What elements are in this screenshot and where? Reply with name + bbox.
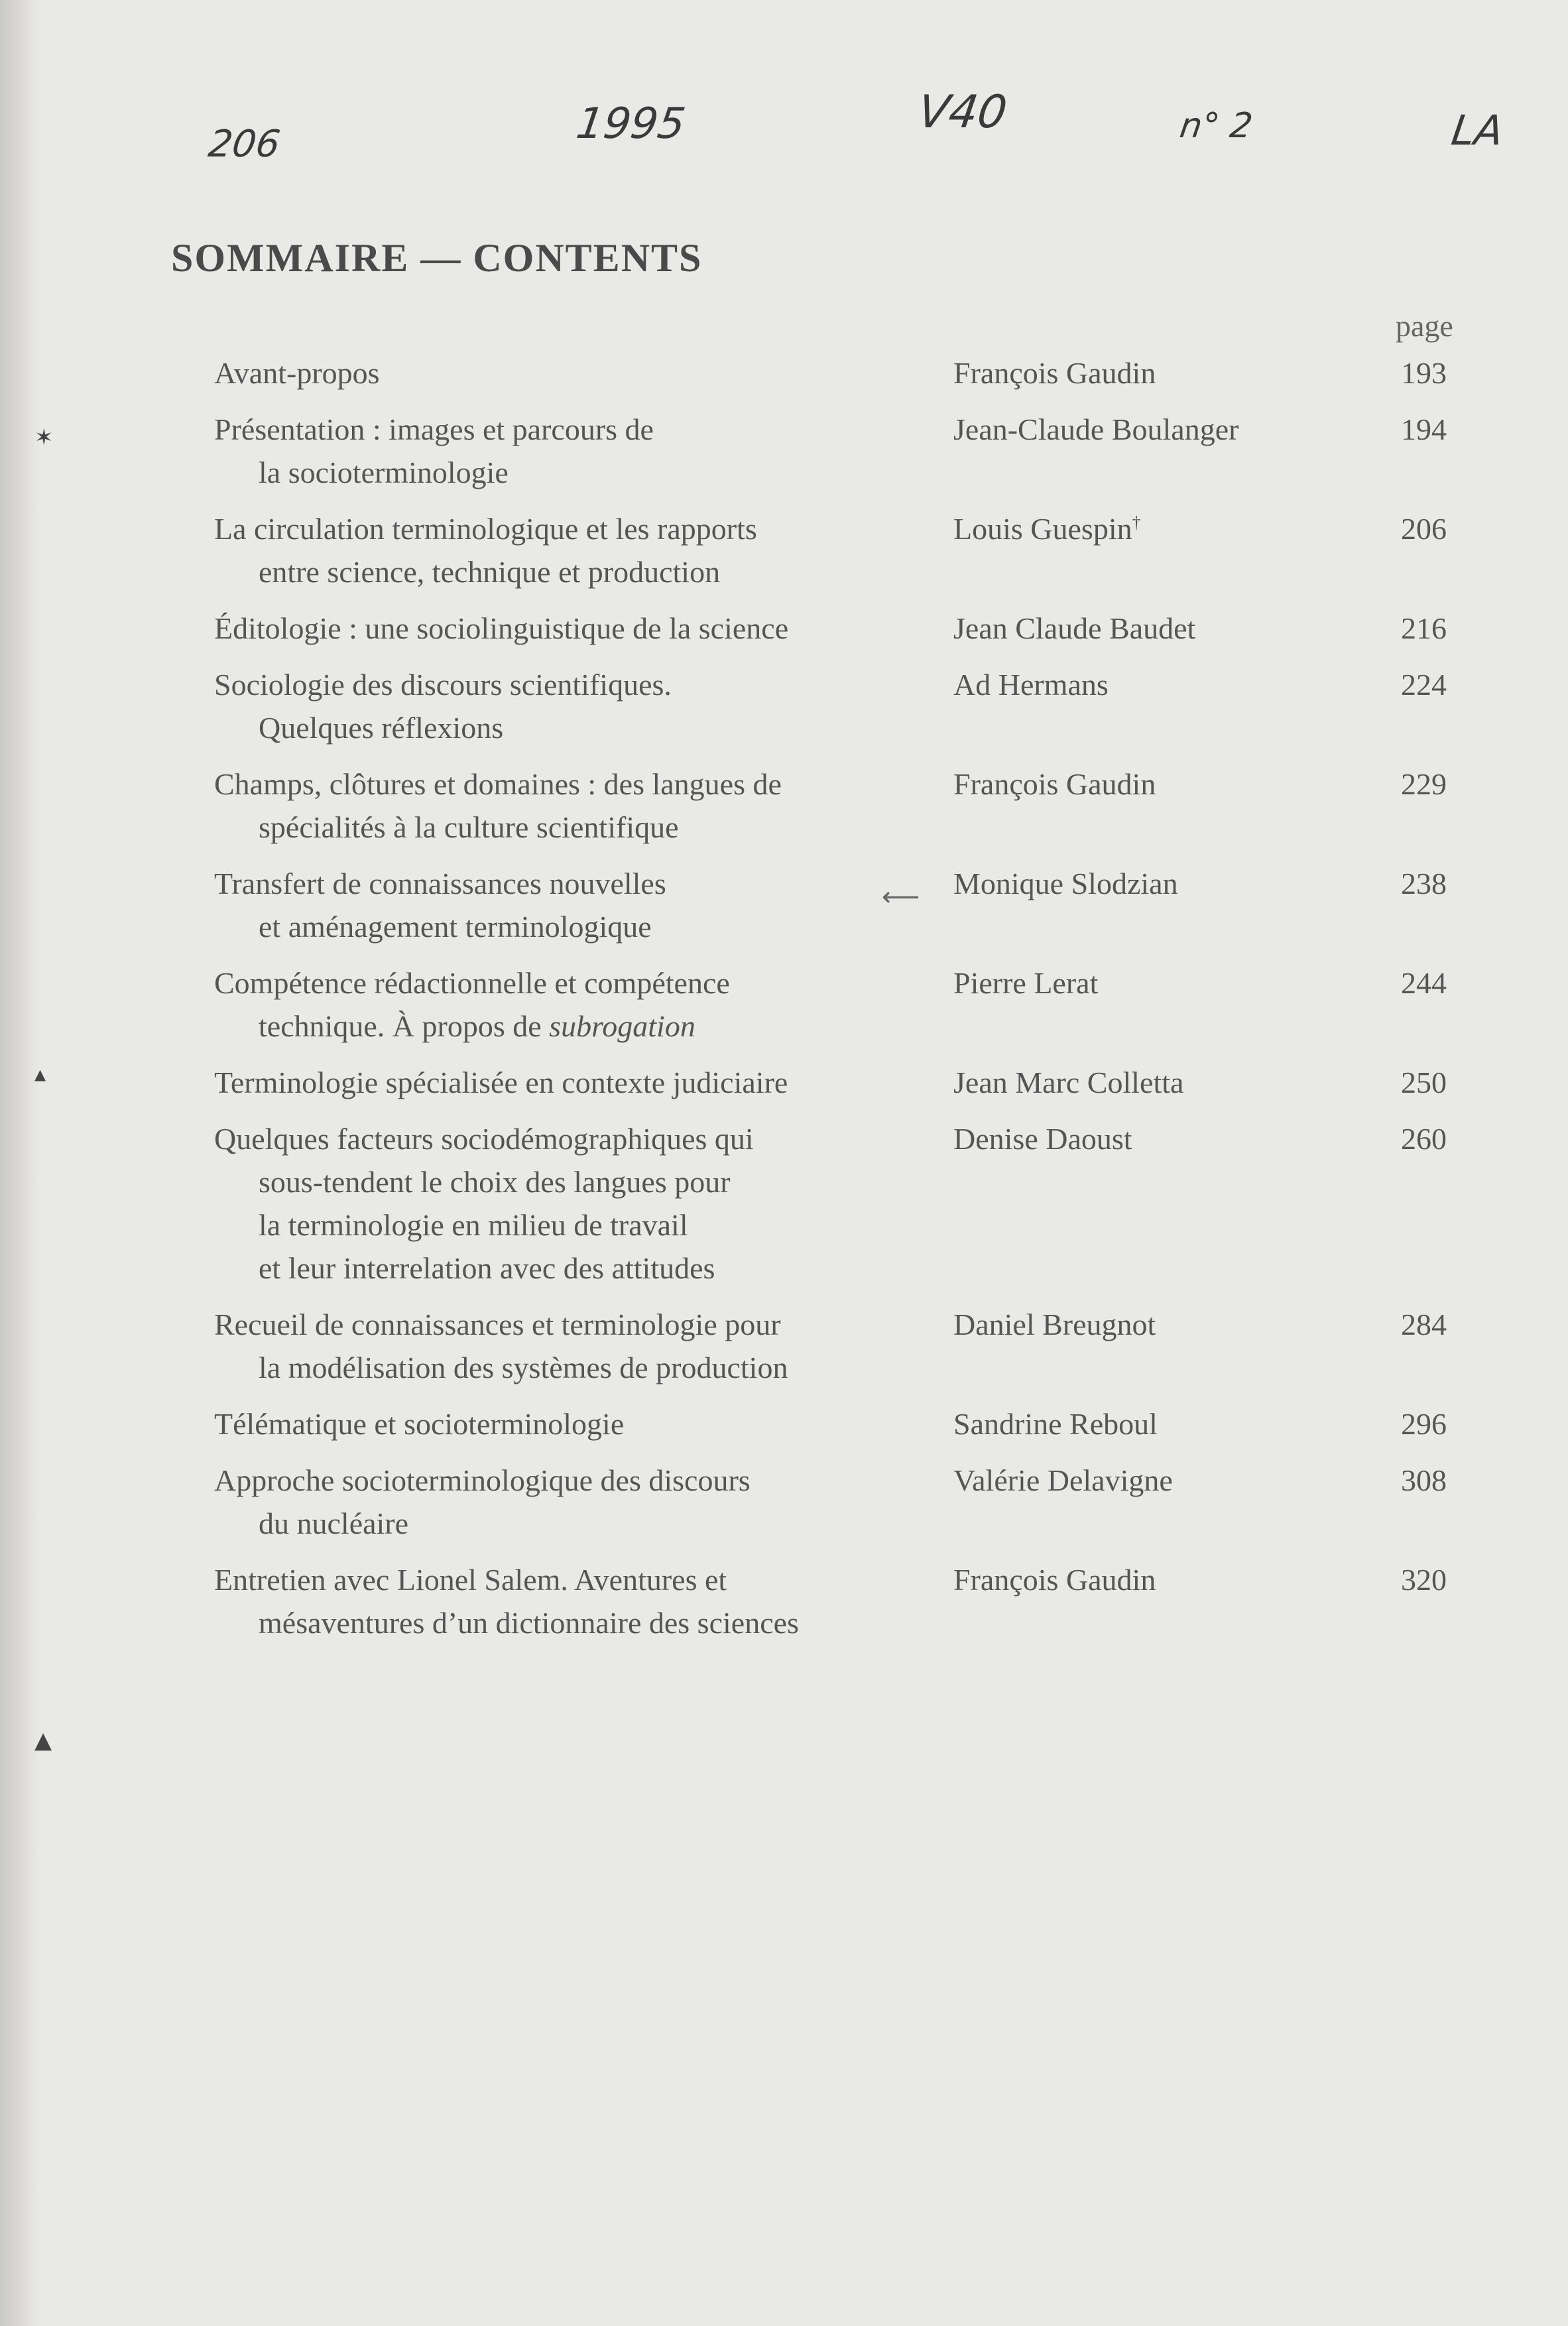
margin-tick-mark: ▴ bbox=[34, 1061, 46, 1087]
toc-entry bbox=[214, 1117, 1500, 1290]
toc-entry bbox=[214, 1558, 1500, 1644]
toc-entry-title-line: La circulation terminologique et les rapports bbox=[214, 512, 757, 546]
toc-entry-page-number: 229 bbox=[1401, 767, 1447, 801]
toc-entry-title bbox=[214, 862, 904, 948]
toc-entry bbox=[214, 408, 1500, 494]
toc-entry-title bbox=[214, 507, 904, 593]
toc-entry-title-line: du nucléaire bbox=[259, 1506, 409, 1540]
toc-entry-title-text: technique. À propos de bbox=[259, 1009, 550, 1043]
toc-entry-author bbox=[953, 1402, 1158, 1445]
toc-entry-author-name: Denise Daoust bbox=[953, 1122, 1132, 1156]
toc-entry-author bbox=[953, 862, 1178, 905]
toc-entry-title-line: Approche socioterminologique des discours bbox=[214, 1463, 751, 1497]
handwritten-note: 206 bbox=[206, 123, 283, 166]
toc-entry-author-name: Sandrine Reboul bbox=[953, 1407, 1158, 1441]
toc-entry-page-number: 224 bbox=[1401, 668, 1447, 702]
toc-entry-title-line: Entretien avec Lionel Salem. Aventures et bbox=[214, 1563, 727, 1597]
toc-entry-title bbox=[214, 1117, 904, 1290]
toc-entry-title-line: Présentation : images et parcours de bbox=[214, 412, 654, 446]
toc-entry-title bbox=[214, 351, 904, 395]
handwritten-note: 1995 bbox=[573, 99, 689, 149]
page-binding-shadow bbox=[0, 0, 40, 2326]
toc-entry-page-number: 238 bbox=[1401, 867, 1447, 900]
toc-entry-title-line: la socioterminologie bbox=[259, 456, 509, 489]
toc-entry-title-line: Transfert de connaissances nouvelles bbox=[214, 867, 666, 900]
toc-entry bbox=[214, 763, 1500, 849]
toc-entry-title bbox=[214, 1303, 904, 1389]
toc-entry-title bbox=[214, 607, 904, 650]
margin-tick-mark: ✶ bbox=[34, 424, 54, 451]
toc-entry-page-number: 206 bbox=[1401, 512, 1447, 546]
toc-entry-title-line: Quelques facteurs sociodémographiques qui bbox=[214, 1122, 754, 1156]
toc-entry-title-line: Champs, clôtures et domaines : des langues de bbox=[214, 767, 782, 801]
toc-entry-author-name: Valérie Delavigne bbox=[953, 1463, 1173, 1497]
toc-entry-author bbox=[953, 351, 1156, 395]
page-column-label: page bbox=[1396, 309, 1453, 343]
toc-entry-author bbox=[953, 1558, 1156, 1601]
toc-entry-title-line: la modélisation des systèmes de production bbox=[259, 1351, 788, 1384]
toc-entry-author bbox=[953, 1303, 1156, 1346]
toc-entry-title-line: sous-tendent le choix des langues pour bbox=[259, 1165, 731, 1199]
toc-entry bbox=[214, 351, 1500, 395]
toc-entry-title-italic: subrogation bbox=[549, 1009, 695, 1043]
toc-entry-page-number: 216 bbox=[1401, 611, 1447, 645]
toc-entry-title-line: et leur interrelation avec des attitudes bbox=[259, 1251, 715, 1285]
pencil-dash-mark: ⟵ bbox=[882, 882, 920, 912]
handwritten-note: n° 2 bbox=[1177, 106, 1255, 146]
toc-entry-title-line: Sociologie des discours scientifiques. bbox=[214, 668, 672, 702]
toc-entry-title bbox=[214, 1402, 904, 1445]
toc-entry-author bbox=[953, 507, 1141, 550]
toc-entry-author-name: Pierre Lerat bbox=[953, 966, 1099, 1000]
toc-entry-author bbox=[953, 961, 1098, 1005]
toc-entry-author-name: François Gaudin bbox=[953, 1563, 1156, 1597]
toc-entry bbox=[214, 1402, 1500, 1445]
toc-entry-page-number: 193 bbox=[1401, 356, 1447, 390]
toc-entry-author bbox=[953, 1459, 1173, 1502]
page-title: SOMMAIRE — CONTENTS bbox=[171, 236, 703, 280]
margin-tick-mark: ▲ bbox=[34, 1727, 52, 1754]
toc-entry-title-line: Recueil de connaissances et terminologie pour bbox=[214, 1308, 781, 1341]
toc-entry-author-name: François Gaudin bbox=[953, 767, 1156, 801]
toc-entry-title-line: entre science, technique et production bbox=[259, 555, 721, 589]
toc-entry-title-line: la terminologie en milieu de travail bbox=[259, 1208, 688, 1242]
toc-entry-author-name: Jean Marc Colletta bbox=[953, 1066, 1184, 1099]
toc-entry-page-number: 284 bbox=[1401, 1308, 1447, 1341]
toc-entry-author bbox=[953, 763, 1156, 806]
toc-entry-title-line: Quelques réflexions bbox=[259, 711, 504, 745]
toc-entry-page-number: 244 bbox=[1401, 966, 1447, 1000]
toc-entry bbox=[214, 663, 1500, 749]
toc-entry-title bbox=[214, 961, 904, 1048]
toc-entry-page-number: 194 bbox=[1401, 412, 1447, 446]
table-of-contents bbox=[214, 351, 1500, 1658]
toc-entry-title-line: et aménagement terminologique bbox=[259, 910, 652, 944]
toc-entry-title-line: mésaventures d’un dictionnaire des sciences bbox=[259, 1606, 799, 1640]
toc-entry-title-line: spécialités à la culture scientifique bbox=[259, 810, 679, 844]
toc-entry-author-name: Monique Slodzian bbox=[953, 867, 1178, 900]
handwritten-note: V40 bbox=[914, 86, 1010, 139]
toc-entry bbox=[214, 507, 1500, 593]
handwritten-note: LA bbox=[1448, 106, 1507, 154]
toc-entry-author bbox=[953, 607, 1195, 650]
toc-entry bbox=[214, 1061, 1500, 1104]
toc-entry-title-line: Compétence rédactionnelle et compétence bbox=[214, 966, 730, 1000]
toc-entry-title bbox=[214, 408, 904, 494]
toc-entry-title-line bbox=[214, 1005, 904, 1048]
toc-entry-page-number: 320 bbox=[1401, 1563, 1447, 1597]
toc-entry bbox=[214, 1459, 1500, 1545]
toc-entry-title bbox=[214, 1061, 904, 1104]
toc-entry bbox=[214, 862, 1500, 948]
toc-entry-title bbox=[214, 763, 904, 849]
toc-entry-author bbox=[953, 1061, 1183, 1104]
toc-entry-title-line: Avant-propos bbox=[214, 356, 380, 390]
toc-entry-title-line: Terminologie spécialisée en contexte judiciaire bbox=[214, 1066, 788, 1099]
toc-entry-page-number: 250 bbox=[1401, 1066, 1447, 1099]
toc-entry-author-name: Ad Hermans bbox=[953, 668, 1109, 702]
toc-entry-author-name: Louis Guespin bbox=[953, 512, 1132, 546]
toc-entry-title bbox=[214, 1558, 904, 1644]
deceased-dagger-mark: † bbox=[1132, 513, 1141, 532]
toc-entry-author-name: François Gaudin bbox=[953, 356, 1156, 390]
toc-entry-author-name: Jean-Claude Boulanger bbox=[953, 412, 1239, 446]
toc-entry-author-name: Jean Claude Baudet bbox=[953, 611, 1196, 645]
toc-entry-title-line: Éditologie : une sociolinguistique de la science bbox=[214, 611, 789, 645]
toc-entry-author bbox=[953, 408, 1238, 451]
toc-entry-page-number: 260 bbox=[1401, 1122, 1447, 1156]
toc-entry bbox=[214, 1303, 1500, 1389]
toc-entry-title bbox=[214, 663, 904, 749]
toc-entry-author bbox=[953, 663, 1109, 706]
toc-entry bbox=[214, 961, 1500, 1048]
toc-entry-author-name: Daniel Breugnot bbox=[953, 1308, 1156, 1341]
toc-entry-page-number: 296 bbox=[1401, 1407, 1447, 1441]
toc-entry bbox=[214, 607, 1500, 650]
toc-entry-title-line: Télématique et socioterminologie bbox=[214, 1407, 625, 1441]
toc-entry-title bbox=[214, 1459, 904, 1545]
toc-entry-page-number: 308 bbox=[1401, 1463, 1447, 1497]
toc-entry-author bbox=[953, 1117, 1132, 1160]
